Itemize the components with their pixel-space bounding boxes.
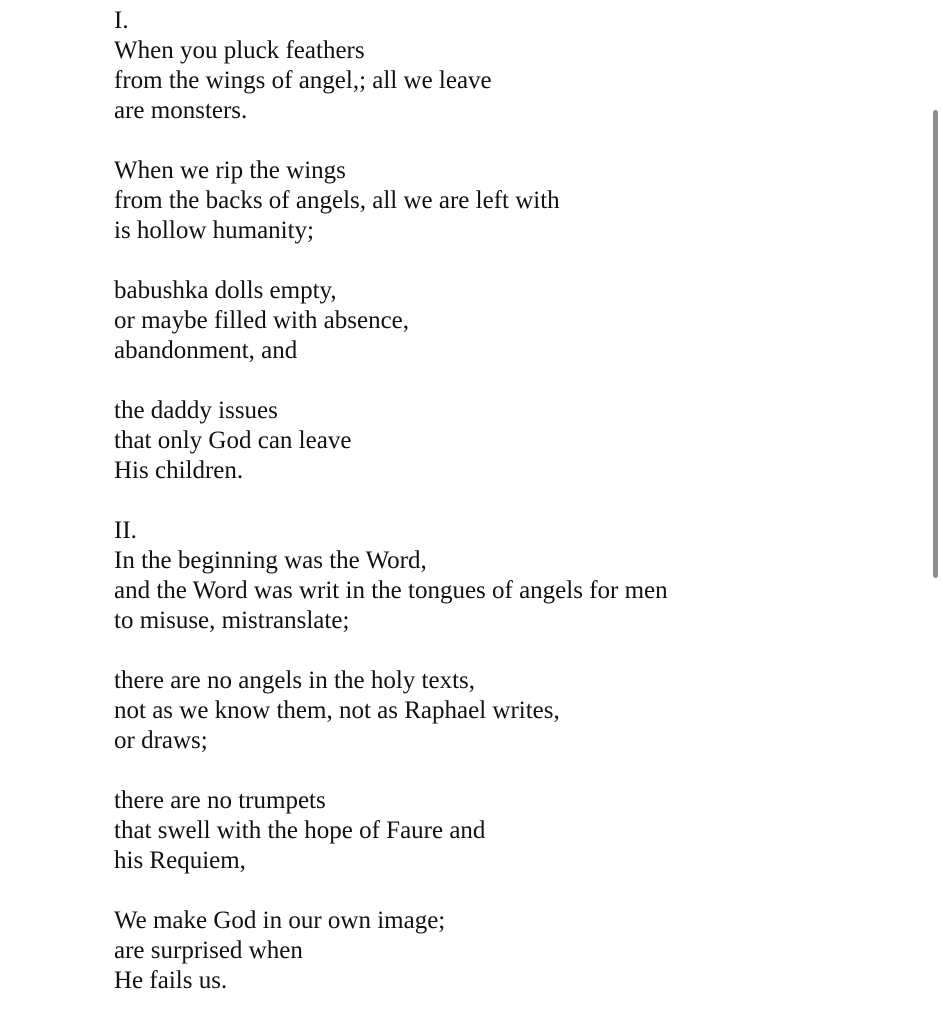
stanza-8	[114, 906, 894, 996]
poem-line: from the backs of angels, all we are left with	[114, 187, 560, 214]
poem-line: When you pluck feathers	[114, 37, 365, 64]
stanza-6	[114, 666, 894, 756]
vertical-scrollbar[interactable]	[933, 110, 938, 578]
poem-line: to misuse, mistranslate;	[114, 607, 350, 634]
poem-line: his Requiem,	[114, 847, 246, 874]
stanza-5	[114, 516, 894, 636]
stanza-4	[114, 396, 894, 486]
poem-line: We make God in our own image;	[114, 907, 446, 934]
section-heading: I.	[114, 7, 129, 34]
poem-line: or maybe filled with absence,	[114, 307, 410, 334]
poem-line: He fails us.	[114, 967, 228, 994]
poem-line: there are no angels in the holy texts,	[114, 667, 475, 694]
poem-line: there are no trumpets	[114, 787, 326, 814]
section-heading: II.	[114, 517, 137, 544]
poem-line: and the Word was writ in the tongues of angels for men	[114, 577, 668, 604]
poem-line: that only God can leave	[114, 427, 352, 454]
poem-line: babushka dolls empty,	[114, 277, 337, 304]
stanza-2	[114, 156, 894, 246]
poem-line: that swell with the hope of Faure and	[114, 817, 486, 844]
poem-line: is hollow humanity;	[114, 217, 314, 244]
poem-line: are surprised when	[114, 937, 303, 964]
poem-line: from the wings of angel,; all we leave	[114, 67, 492, 94]
poem-line: His children.	[114, 457, 244, 484]
poem-line: the daddy issues	[114, 397, 278, 424]
poem-line: or draws;	[114, 727, 208, 754]
poem-line: When we rip the wings	[114, 157, 346, 184]
poem-line: are monsters.	[114, 97, 248, 124]
stanza-3	[114, 276, 894, 366]
poem-line: abandonment, and	[114, 337, 298, 364]
poem-body	[114, 6, 894, 1026]
stanza-1	[114, 6, 894, 126]
stanza-7	[114, 786, 894, 876]
poem-line: In the beginning was the Word,	[114, 547, 427, 574]
poem-line: not as we know them, not as Raphael writes,	[114, 697, 560, 724]
